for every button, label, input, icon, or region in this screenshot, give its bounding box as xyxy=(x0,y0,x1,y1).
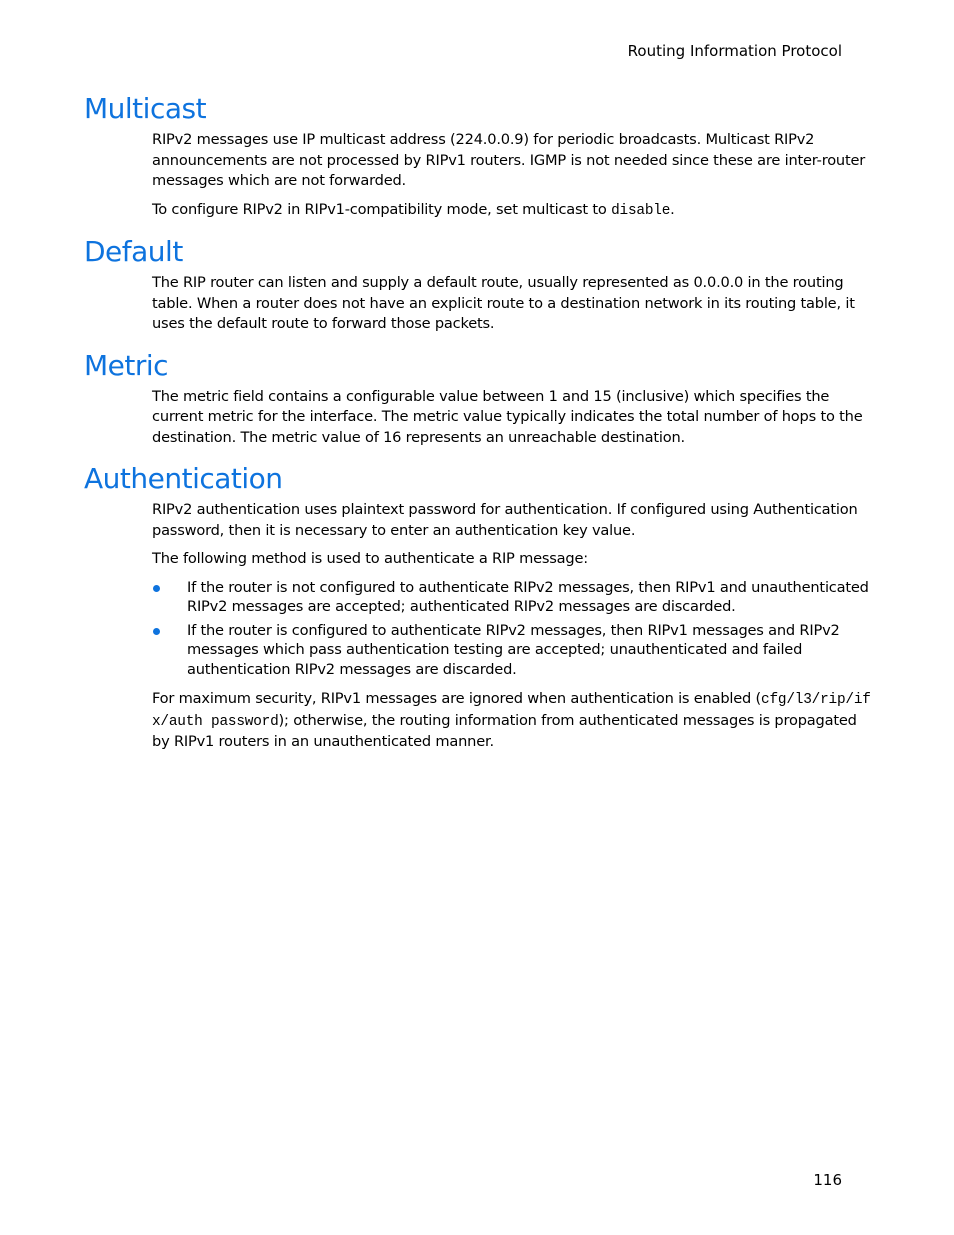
text-run: For maximum security, RIPv1 messages are ignored when authentication is enabled ( xyxy=(152,690,762,707)
running-header: Routing Information Protocol xyxy=(627,42,842,60)
bullet-list xyxy=(152,578,874,680)
section-body xyxy=(152,500,874,753)
paragraph xyxy=(152,200,874,222)
paragraph: The metric field contains a configurable value between 1 and 15 (inclusive) which specifies the current metric for the interface. The metric value typically indicates the total number of hops to the destination. The metric value of 16 represents an unreachable destination. xyxy=(152,387,863,446)
paragraph: The RIP router can listen and supply a default route, usually represented as 0.0.0.0 in the routing table. When a router does not have an explicit route to a destination network in its routing table, it uses the default route to forward those packets. xyxy=(152,274,855,332)
paragraph: RIPv2 authentication uses plaintext password for authentication. If configured using Authentication password, then it is necessary to enter an authentication key value. xyxy=(152,501,858,539)
heading-metric: Metric xyxy=(84,348,169,382)
bullet-icon xyxy=(153,585,160,592)
paragraph: The following method is used to authenticate a RIP message: xyxy=(152,550,588,567)
page-content xyxy=(84,92,874,767)
heading-authentication: Authentication xyxy=(84,462,283,495)
bullet-icon xyxy=(153,628,160,635)
list-item xyxy=(152,578,874,617)
inline-code: cfg/l3/rip/if x/auth password xyxy=(152,692,871,730)
list-item-text: If the router is configured to authenticate RIPv2 messages, then RIPv1 messages and RIPv2 messages which pass authentication testing are accepted; unauthenticated and failed authentication RIPv2 messages are discarded. xyxy=(187,621,840,678)
section-default xyxy=(84,235,874,335)
paragraph xyxy=(152,689,874,753)
heading-multicast: Multicast xyxy=(84,92,207,125)
section-authentication xyxy=(84,462,874,753)
section-body xyxy=(152,273,874,335)
section-multicast xyxy=(84,92,874,221)
text-run: ); otherwise, the routing information from authenticated messages is propagated by RIPv1 routers in an unauthenticated manner. xyxy=(152,711,857,750)
section-metric xyxy=(84,349,874,449)
section-body xyxy=(152,387,874,449)
text-run: To configure RIPv2 in RIPv1-compatibility mode, set multicast to xyxy=(152,200,612,218)
text-run: . xyxy=(670,200,675,218)
section-body xyxy=(152,130,874,221)
list-item xyxy=(152,621,874,680)
paragraph: RIPv2 messages use IP multicast address (224.0.0.9) for periodic broadcasts. Multicast RIPv2 announcements are not processed by RIPv1 routers. IGMP is not needed since these are inter-router messages which are not forwarded. xyxy=(152,131,866,189)
inline-code: disable xyxy=(611,202,671,219)
heading-default: Default xyxy=(84,235,183,268)
page-number: 116 xyxy=(813,1171,842,1189)
list-item-text: If the router is not configured to authenticate RIPv2 messages, then RIPv1 and unauthenticated RIPv2 messages are accepted; authenticated RIPv2 messages are discarded. xyxy=(187,578,869,615)
